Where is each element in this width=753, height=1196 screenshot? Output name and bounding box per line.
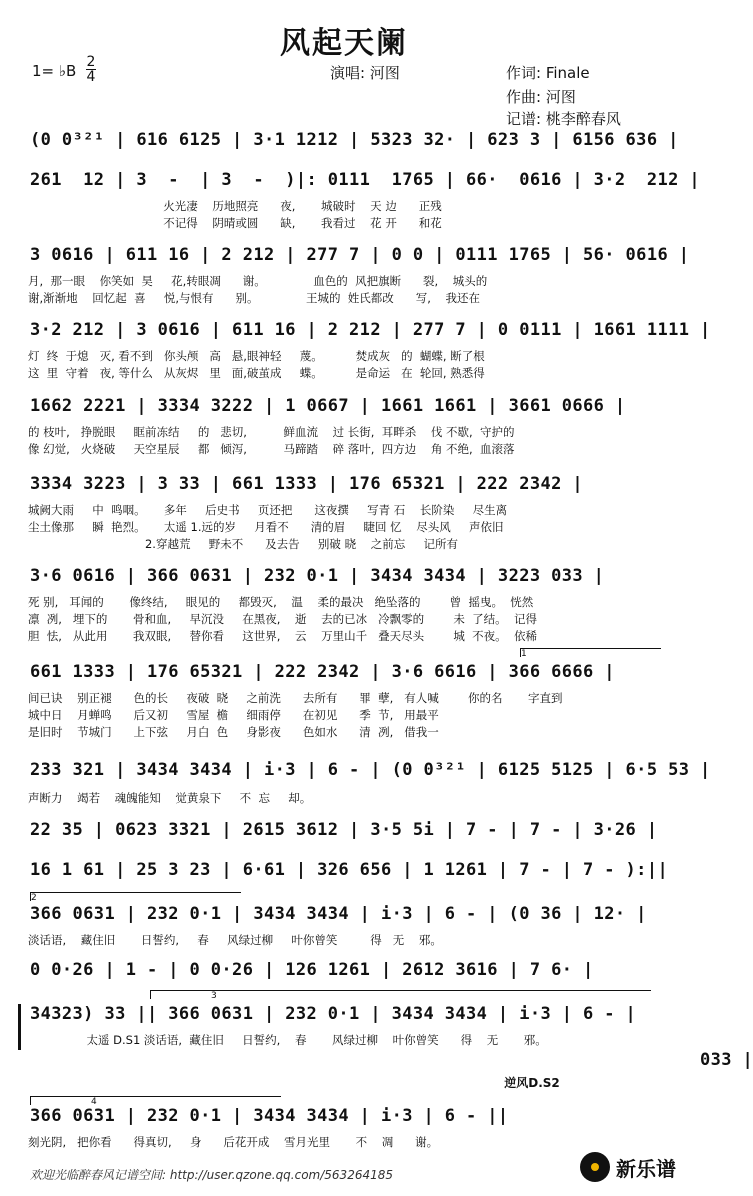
footer-text: 欢迎光临醉春风记谱空间: http://user.qzone.qq.com/563264185 — [30, 1168, 394, 1182]
lyricist: 作词: Finale — [506, 64, 590, 82]
lyric-line: 城中日 月蝉鸣 后又初 雪屋 檐 细雨停 在初见 季 节, 用最平 — [28, 708, 439, 722]
lyric-line: 间已诀 别正褪 色的长 夜破 晓 之前洗 去所有 罪 孽, 有人喊 你的名 字直到 — [28, 691, 563, 705]
notation-line: 233 321 | 3434 3434 | i·3 | 6 - | (0 0³²¹ | 6125 5125 | 6·5 53 | — [30, 760, 711, 780]
time-sig-bottom: 4 — [86, 69, 96, 85]
lyric-line: 凛 冽, 埋下的 骨和血, 早沉没 在黑夜, 逝 去的已冰 冷飘零的 未 了结。 记得 — [28, 612, 537, 626]
notation-line: 261 12 | 3 - | 3 - )|: 0111 1765 | 66· 0616 | 3·2 212 | — [30, 170, 700, 190]
notation-line: 3·6 0616 | 366 0631 | 232 0·1 | 3434 3434 | 3223 033 | — [30, 566, 605, 586]
lyric-line: 谢,渐渐地 回忆起 喜 悦,与恨有 别。 王城的 姓氏都改 写, 我还在 — [28, 291, 480, 305]
notation-line: 661 1333 | 176 65321 | 222 2342 | 3·6 6616 | 366 6666 | — [30, 662, 615, 682]
lyric-line: 刻光阴, 把你看 得真切, 身 后花开成 雪月光里 不 凋 谢。 — [28, 1135, 439, 1149]
time-sig-top: 2 — [86, 54, 96, 70]
volta-number: 2 — [31, 893, 37, 903]
volta-number: 4 — [91, 1097, 97, 1107]
singer: 演唱: 河图 — [330, 64, 400, 82]
notation-line: 033 | — [30, 1050, 753, 1070]
key-signature: 1= ♭B — [32, 62, 77, 80]
time-signature — [86, 55, 96, 84]
notation-line: (0 0³²¹ | 616 6125 | 3·1 1212 | 5323 32· | 623 3 | 6156 636 | — [30, 130, 679, 150]
notation-line: 0 0·26 | 1 - | 0 0·26 | 126 1261 | 2612 3616 | 7 6· | — [30, 960, 594, 980]
lyric-line: 2.穿越荒 野未不 及去告 别破 晓 之前忘 记所有 — [28, 537, 458, 551]
volta-number: 3 — [211, 991, 217, 1001]
lyric-line: 像 幻觉, 火烧破 天空星辰 都 倾泻, 马蹄踏 碎 落叶, 四方边 角 不绝, 血滚落 — [28, 442, 515, 456]
notation-line: 34323) 33 || 366 0631 | 232 0·1 | 3434 3434 | i·3 | 6 - | — [30, 1004, 637, 1024]
ds-marker: 逆风D.S2 — [28, 1076, 560, 1090]
record-logo-icon — [580, 1152, 610, 1182]
notation-line: 3 0616 | 611 16 | 2 212 | 277 7 | 0 0 | 0111 1765 | 56· 0616 | — [30, 245, 690, 265]
brand-name: 新乐谱 — [616, 1156, 676, 1181]
lyric-line: 城阙大雨 中 鸣咽。 多年 后史书 页还把 这夜撰 写青 石 长阶染 尽生离 — [28, 503, 508, 517]
lyric-line: 太遥 D.S1 淡话语, 藏住旧 日誓约, 春 风绿过柳 叶你曾笑 得 无 邪。 — [28, 1033, 547, 1047]
brand-logo — [580, 1152, 676, 1182]
composer: 作曲: 河图 — [506, 88, 576, 106]
lyric-line: 灯 终 于熄 灭, 看不到 你头颅 高 悬,眼神轻 蔑。 焚成灰 的 蝴蝶, 断了根 — [28, 349, 485, 363]
volta-bracket — [150, 990, 651, 999]
volta-bracket — [30, 892, 241, 901]
notation-line: 3·2 212 | 3 0616 | 611 16 | 2 212 | 277 7 | 0 0111 | 1661 1111 | — [30, 320, 711, 340]
transcriber: 记谱: 桃李醉春风 — [506, 110, 621, 128]
notation-line: 366 0631 | 232 0·1 | 3434 3434 | i·3 | 6 - | (0 36 | 12· | — [30, 904, 647, 924]
lyric-line: 的 枝叶, 挣脱眼 眶前冻结 的 悲切, 鲜血流 过 长街, 耳畔杀 伐 不歇, 守护的 — [28, 425, 515, 439]
notation-line: 1662 2221 | 3334 3222 | 1 0667 | 1661 1661 | 3661 0666 | — [30, 396, 626, 416]
notation-line: 22 35 | 0623 3321 | 2615 3612 | 3·5 5i | 7 - | 7 - | 3·26 | — [30, 820, 658, 840]
notation-line: 3334 3223 | 3 33 | 661 1333 | 176 65321 | 222 2342 | — [30, 474, 584, 494]
lyric-line: 淡话语, 藏住旧 日誓约, 春 风绿过柳 叶你曾笑 得 无 邪。 — [28, 933, 442, 947]
notation-line: 366 0631 | 232 0·1 | 3434 3434 | i·3 | 6 - || — [30, 1106, 509, 1126]
notation-line: 16 1 61 | 25 3 23 | 6·61 | 326 656 | 1 1261 | 7 - | 7 - ):|| — [30, 860, 669, 880]
lyric-line: 死 别, 耳闻的 像终结, 眼见的 都毁灭, 温 柔的最决 绝坠落的 曾 摇曳。 恍然 — [28, 595, 534, 609]
lyric-line: 尘土像那 瞬 艳烈。 太遥 1.远的岁 月看不 清的眉 睫回 忆 尽头风 声依旧 — [28, 520, 504, 534]
lyric-line: 这 里 守着 夜, 等什么 从灰烬 里 面,破茧成 蝶。 是命运 在 轮回, 熟悉得 — [28, 366, 485, 380]
lyric-line: 月, 那一眼 你笑如 昊 花,转眼凋 谢。 血色的 风把旗断 裂, 城头的 — [28, 274, 488, 288]
lyric-line: 火光凄 历地照亮 夜, 城破时 天 边 正残 — [28, 199, 442, 213]
volta-number: 1 — [521, 649, 527, 659]
song-title: 风起天阑 — [280, 26, 408, 61]
lyric-line: 胆 怯, 从此用 我双眼, 替你看 这世界, 云 万里山千 叠天尽头 城 不夜。 依稀 — [28, 629, 537, 643]
volta-bracket — [520, 648, 661, 657]
repeat-bracket — [18, 1004, 25, 1050]
lyric-line: 是旧时 节城门 上下弦 月白 色 身影夜 色如水 清 冽, 借我一 — [28, 725, 439, 739]
lyric-line: 声断力 竭若 魂魄能知 觉黄泉下 不 忘 却。 — [28, 791, 312, 805]
volta-bracket — [30, 1096, 281, 1105]
lyric-line: 不记得 阴晴或圆 缺, 我看过 花 开 和花 — [28, 216, 442, 230]
